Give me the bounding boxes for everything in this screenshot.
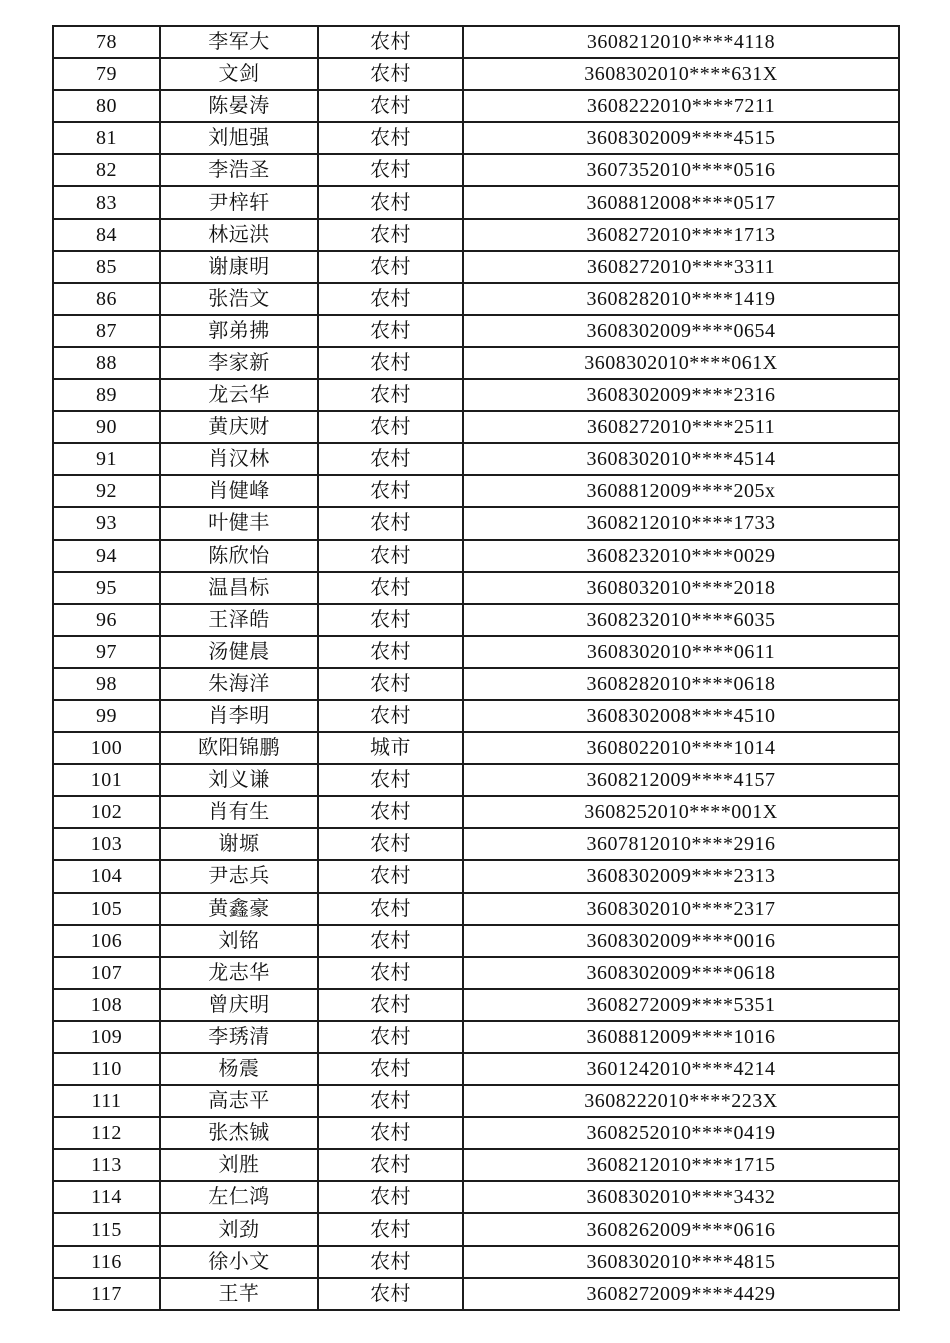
- name-cell: 龙志华: [160, 957, 318, 989]
- table-row: [53, 764, 899, 796]
- row-number-cell: 107: [53, 957, 160, 989]
- row-number-cell: 102: [53, 796, 160, 828]
- name-cell: 张浩文: [160, 283, 318, 315]
- row-number-cell: 92: [53, 475, 160, 507]
- row-number-cell: 94: [53, 540, 160, 572]
- id-number-cell: 3608302010****4514: [463, 443, 899, 475]
- table-row: [53, 26, 899, 58]
- id-number-cell: 3608302010****631X: [463, 58, 899, 90]
- table-row: [53, 219, 899, 251]
- name-cell: 叶健丰: [160, 507, 318, 539]
- residence-type-cell: 农村: [318, 219, 463, 251]
- table-row: [53, 507, 899, 539]
- table-row: [53, 90, 899, 122]
- name-cell: 刘胜: [160, 1149, 318, 1181]
- residence-type-cell: 农村: [318, 507, 463, 539]
- name-cell: 汤健晨: [160, 636, 318, 668]
- residence-type-cell: 农村: [318, 1085, 463, 1117]
- row-number-cell: 96: [53, 604, 160, 636]
- residence-type-cell: 农村: [318, 186, 463, 218]
- row-number-cell: 97: [53, 636, 160, 668]
- residence-type-cell: 农村: [318, 860, 463, 892]
- id-number-cell: 3608282010****0618: [463, 668, 899, 700]
- table-row: [53, 122, 899, 154]
- residence-type-cell: 农村: [318, 636, 463, 668]
- row-number-cell: 80: [53, 90, 160, 122]
- row-number-cell: 83: [53, 186, 160, 218]
- residence-type-cell: 农村: [318, 1181, 463, 1213]
- name-cell: 肖健峰: [160, 475, 318, 507]
- table-row: [53, 572, 899, 604]
- name-cell: 肖有生: [160, 796, 318, 828]
- name-cell: 林远洪: [160, 219, 318, 251]
- name-cell: 李军大: [160, 26, 318, 58]
- name-cell: 李家新: [160, 347, 318, 379]
- id-number-cell: 3608302010****0611: [463, 636, 899, 668]
- id-number-cell: 3608272010****3311: [463, 251, 899, 283]
- id-number-cell: 3608212010****4118: [463, 26, 899, 58]
- name-cell: 左仁鸿: [160, 1181, 318, 1213]
- residence-type-cell: 农村: [318, 1053, 463, 1085]
- id-number-cell: 3608272010****2511: [463, 411, 899, 443]
- residence-type-cell: 农村: [318, 154, 463, 186]
- table-row: [53, 668, 899, 700]
- table-row: [53, 925, 899, 957]
- name-cell: 温昌标: [160, 572, 318, 604]
- row-number-cell: 99: [53, 700, 160, 732]
- table-row: [53, 732, 899, 764]
- residence-type-cell: 农村: [318, 283, 463, 315]
- table-row: [53, 283, 899, 315]
- id-number-cell: 3608302008****4510: [463, 700, 899, 732]
- residence-type-cell: 城市: [318, 732, 463, 764]
- residence-type-cell: 农村: [318, 572, 463, 604]
- residence-type-cell: 农村: [318, 122, 463, 154]
- table-row: [53, 1213, 899, 1245]
- id-number-cell: 3608252010****0419: [463, 1117, 899, 1149]
- row-number-cell: 109: [53, 1021, 160, 1053]
- name-cell: 肖李明: [160, 700, 318, 732]
- table-row: [53, 1181, 899, 1213]
- table-row: [53, 411, 899, 443]
- id-number-cell: 3608022010****1014: [463, 732, 899, 764]
- row-number-cell: 82: [53, 154, 160, 186]
- residence-type-cell: 农村: [318, 58, 463, 90]
- id-number-cell: 3607352010****0516: [463, 154, 899, 186]
- table-row: [53, 58, 899, 90]
- roster-table-container: [52, 25, 898, 1311]
- name-cell: 刘劲: [160, 1213, 318, 1245]
- name-cell: 文剑: [160, 58, 318, 90]
- name-cell: 刘铭: [160, 925, 318, 957]
- id-number-cell: 3608282010****1419: [463, 283, 899, 315]
- name-cell: 郭弟拂: [160, 315, 318, 347]
- row-number-cell: 104: [53, 860, 160, 892]
- table-row: [53, 540, 899, 572]
- name-cell: 尹志兵: [160, 860, 318, 892]
- name-cell: 刘义谦: [160, 764, 318, 796]
- id-number-cell: 3608302009****0654: [463, 315, 899, 347]
- table-row: [53, 1021, 899, 1053]
- id-number-cell: 3608812008****0517: [463, 186, 899, 218]
- id-number-cell: 3608272009****4429: [463, 1278, 899, 1310]
- id-number-cell: 3608212009****4157: [463, 764, 899, 796]
- row-number-cell: 110: [53, 1053, 160, 1085]
- row-number-cell: 84: [53, 219, 160, 251]
- row-number-cell: 91: [53, 443, 160, 475]
- id-number-cell: 3608302009****0016: [463, 925, 899, 957]
- id-number-cell: 3608252010****001X: [463, 796, 899, 828]
- residence-type-cell: 农村: [318, 989, 463, 1021]
- residence-type-cell: 农村: [318, 796, 463, 828]
- row-number-cell: 117: [53, 1278, 160, 1310]
- row-number-cell: 101: [53, 764, 160, 796]
- residence-type-cell: 农村: [318, 893, 463, 925]
- table-row: [53, 860, 899, 892]
- name-cell: 刘旭强: [160, 122, 318, 154]
- row-number-cell: 85: [53, 251, 160, 283]
- residence-type-cell: 农村: [318, 668, 463, 700]
- residence-type-cell: 农村: [318, 604, 463, 636]
- name-cell: 龙云华: [160, 379, 318, 411]
- id-number-cell: 3608222010****7211: [463, 90, 899, 122]
- table-row: [53, 1278, 899, 1310]
- residence-type-cell: 农村: [318, 1246, 463, 1278]
- residence-type-cell: 农村: [318, 1149, 463, 1181]
- table-row: [53, 251, 899, 283]
- name-cell: 尹梓轩: [160, 186, 318, 218]
- row-number-cell: 105: [53, 893, 160, 925]
- table-row: [53, 604, 899, 636]
- name-cell: 徐小文: [160, 1246, 318, 1278]
- id-number-cell: 3608302009****2313: [463, 860, 899, 892]
- table-row: [53, 828, 899, 860]
- name-cell: 杨震: [160, 1053, 318, 1085]
- residence-type-cell: 农村: [318, 90, 463, 122]
- row-number-cell: 81: [53, 122, 160, 154]
- row-number-cell: 86: [53, 283, 160, 315]
- table-row: [53, 957, 899, 989]
- id-number-cell: 3608302010****061X: [463, 347, 899, 379]
- name-cell: 谢康明: [160, 251, 318, 283]
- table-row: [53, 347, 899, 379]
- row-number-cell: 89: [53, 379, 160, 411]
- row-number-cell: 98: [53, 668, 160, 700]
- row-number-cell: 87: [53, 315, 160, 347]
- residence-type-cell: 农村: [318, 347, 463, 379]
- id-number-cell: 3608232010****0029: [463, 540, 899, 572]
- table-row: [53, 379, 899, 411]
- residence-type-cell: 农村: [318, 1117, 463, 1149]
- row-number-cell: 116: [53, 1246, 160, 1278]
- id-number-cell: 3608302010****4815: [463, 1246, 899, 1278]
- name-cell: 王芊: [160, 1278, 318, 1310]
- id-number-cell: 3607812010****2916: [463, 828, 899, 860]
- name-cell: 肖汉林: [160, 443, 318, 475]
- table-row: [53, 893, 899, 925]
- id-number-cell: 3608232010****6035: [463, 604, 899, 636]
- row-number-cell: 90: [53, 411, 160, 443]
- row-number-cell: 78: [53, 26, 160, 58]
- id-number-cell: 3608272010****1713: [463, 219, 899, 251]
- residence-type-cell: 农村: [318, 828, 463, 860]
- row-number-cell: 113: [53, 1149, 160, 1181]
- id-number-cell: 3608302009****0618: [463, 957, 899, 989]
- id-number-cell: 3608302010****3432: [463, 1181, 899, 1213]
- id-number-cell: 3608032010****2018: [463, 572, 899, 604]
- table-row: [53, 1246, 899, 1278]
- table-row: [53, 154, 899, 186]
- id-number-cell: 3608812009****205x: [463, 475, 899, 507]
- table-row: [53, 1053, 899, 1085]
- id-number-cell: 3608812009****1016: [463, 1021, 899, 1053]
- residence-type-cell: 农村: [318, 925, 463, 957]
- row-number-cell: 111: [53, 1085, 160, 1117]
- name-cell: 黄鑫豪: [160, 893, 318, 925]
- table-row: [53, 989, 899, 1021]
- residence-type-cell: 农村: [318, 475, 463, 507]
- row-number-cell: 93: [53, 507, 160, 539]
- id-number-cell: 3608302009****2316: [463, 379, 899, 411]
- id-number-cell: 3608302009****4515: [463, 122, 899, 154]
- name-cell: 王泽皓: [160, 604, 318, 636]
- residence-type-cell: 农村: [318, 411, 463, 443]
- row-number-cell: 112: [53, 1117, 160, 1149]
- residence-type-cell: 农村: [318, 700, 463, 732]
- id-number-cell: 3608222010****223X: [463, 1085, 899, 1117]
- table-row: [53, 1149, 899, 1181]
- row-number-cell: 100: [53, 732, 160, 764]
- table-row: [53, 1085, 899, 1117]
- residence-type-cell: 农村: [318, 957, 463, 989]
- table-row: [53, 700, 899, 732]
- table-row: [53, 1117, 899, 1149]
- name-cell: 曾庆明: [160, 989, 318, 1021]
- table-row: [53, 315, 899, 347]
- name-cell: 李浩圣: [160, 154, 318, 186]
- name-cell: 李琇清: [160, 1021, 318, 1053]
- row-number-cell: 115: [53, 1213, 160, 1245]
- roster-table: [52, 25, 900, 1311]
- residence-type-cell: 农村: [318, 251, 463, 283]
- residence-type-cell: 农村: [318, 764, 463, 796]
- residence-type-cell: 农村: [318, 379, 463, 411]
- id-number-cell: 3608302010****2317: [463, 893, 899, 925]
- id-number-cell: 3608272009****5351: [463, 989, 899, 1021]
- residence-type-cell: 农村: [318, 26, 463, 58]
- row-number-cell: 79: [53, 58, 160, 90]
- row-number-cell: 103: [53, 828, 160, 860]
- table-row: [53, 186, 899, 218]
- residence-type-cell: 农村: [318, 1021, 463, 1053]
- table-row: [53, 475, 899, 507]
- residence-type-cell: 农村: [318, 1278, 463, 1310]
- id-number-cell: 3608212010****1733: [463, 507, 899, 539]
- name-cell: 高志平: [160, 1085, 318, 1117]
- roster-table-body: [53, 26, 899, 1310]
- residence-type-cell: 农村: [318, 443, 463, 475]
- name-cell: 谢塬: [160, 828, 318, 860]
- residence-type-cell: 农村: [318, 315, 463, 347]
- id-number-cell: 3608262009****0616: [463, 1213, 899, 1245]
- table-row: [53, 443, 899, 475]
- row-number-cell: 114: [53, 1181, 160, 1213]
- residence-type-cell: 农村: [318, 540, 463, 572]
- row-number-cell: 108: [53, 989, 160, 1021]
- name-cell: 欧阳锦鹏: [160, 732, 318, 764]
- id-number-cell: 3601242010****4214: [463, 1053, 899, 1085]
- table-row: [53, 636, 899, 668]
- table-row: [53, 796, 899, 828]
- row-number-cell: 88: [53, 347, 160, 379]
- row-number-cell: 106: [53, 925, 160, 957]
- id-number-cell: 3608212010****1715: [463, 1149, 899, 1181]
- name-cell: 朱海洋: [160, 668, 318, 700]
- name-cell: 陈欣怡: [160, 540, 318, 572]
- residence-type-cell: 农村: [318, 1213, 463, 1245]
- name-cell: 陈晏涛: [160, 90, 318, 122]
- name-cell: 黄庆财: [160, 411, 318, 443]
- row-number-cell: 95: [53, 572, 160, 604]
- name-cell: 张杰铖: [160, 1117, 318, 1149]
